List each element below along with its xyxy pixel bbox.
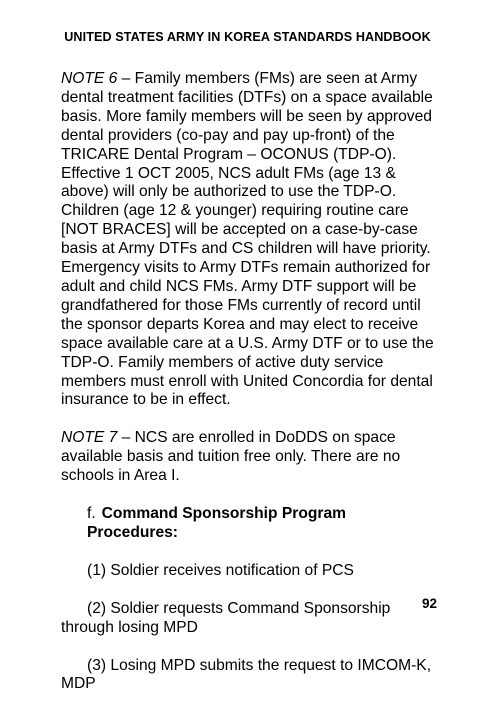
- page-content: [61, 70, 441, 713]
- page-number: 92: [421, 596, 437, 611]
- section-title: Command Sponsorship Program Procedures:: [87, 505, 347, 541]
- note-6-text: – Family members (FMs) are seen at Army dental treatment facilities (DTFs) on a space available basis. More family members will be seen by approved dental providers (co-pay and pay up-front) of the TRICARE Dental Program – OCONUS (TDP-O). Effective 1 OCT 2005, NCS adult FMs (age 13 & above) will only be authorized to use the TDP-O. Children (age 12 & younger) requiring routine care [NOT BRACES] will be accepted on a case-by-case basis at Army DTFs and CS children will have priority. Emergency visits to Army DTFs remain authorized for adult and child NCS FMs. Army DTF support will be grandfathered for those FMs currently of record until the sponsor departs Korea and may elect to receive space available care at a U.S. Army DTF or to use the TDP-O. Family members of active duty service members must enroll with United Concordia for dental insurance to be in effect.: [61, 70, 434, 409]
- note-7-label: NOTE 7: [61, 429, 118, 447]
- note-7-paragraph: [61, 429, 441, 486]
- note-7-text: – NCS are enrolled in DoDDS on space available basis and tuition free only. There are no schools in Area I.: [61, 429, 401, 485]
- procedure-step-2: (2) Soldier requests Command Sponsorship through losing MPD: [61, 599, 391, 636]
- page-header: UNITED STATES ARMY IN KOREA STANDARDS HANDBOOK: [64, 30, 431, 44]
- procedure-step-3: (3) Losing MPD submits the request to IMCOM-K, MDP: [61, 656, 432, 693]
- note-6-paragraph: [61, 70, 441, 410]
- section-heading: [61, 505, 441, 543]
- note-6-label: NOTE 6: [61, 70, 118, 87]
- procedure-step-1: (1) Soldier receives notification of PCS: [87, 561, 354, 579]
- section-letter: f.: [87, 505, 96, 523]
